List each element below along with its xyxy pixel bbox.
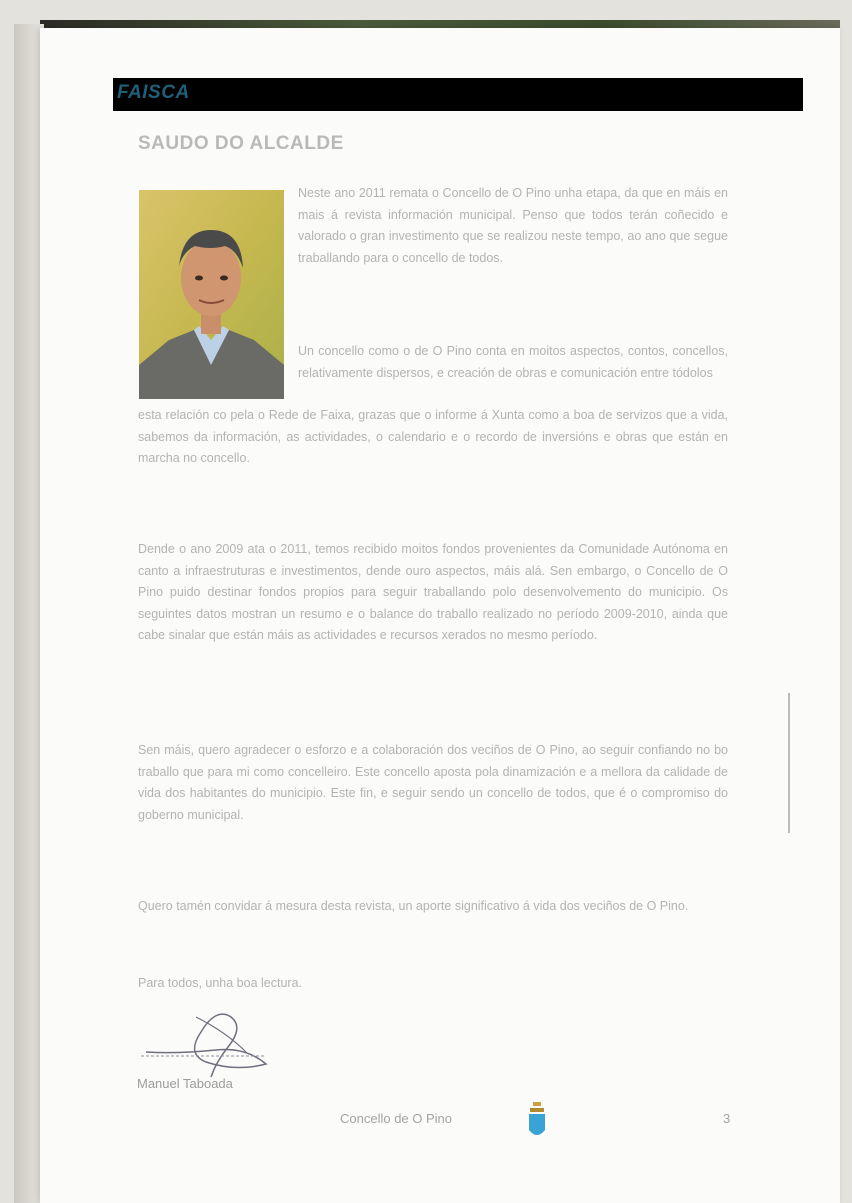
paragraph-2-top: Un concello como o de O Pino conta en moitos aspectos, contos, concellos, relativamente dispersos, e creación de obras e comunicación entre tódolos [298,344,728,380]
paragraph-3: Dende o ano 2009 ata o 2011, temos recibido moitos fondos provenientes da Comunidade Autónoma en canto a infraestruturas e investimentos, dende ouro aspectos, máis alá. Sen embargo, o Concello de O Pino puido destinar fondos propios para seguir traballando polo desenvolvemento do municipio. Os seguintes datos mostran un resumo e o balance do traballo realizado no período 2009-2010, ainda que cabe sinalar que están máis as actividades e recursos xerados no mesmo período. [138,542,728,642]
article-title: SAUDO DO ALCALDE [138,133,344,154]
page-edge-shadow [40,20,840,28]
page-number: 3 [723,1111,731,1126]
signer-name: Manuel Taboada [137,1076,233,1091]
mayor-photo [139,190,284,399]
section-header-bar [113,78,803,111]
coat-of-arms-icon [527,1102,547,1140]
intro-paragraph: Neste ano 2011 remata o Concello de O Pino unha etapa, da que en máis en mais á revista información municipal. Penso que todos terán coñecido e valorado o gran investimento que se realizou neste tempo, ao ano que segue traballando para o concello de todos. [298,186,728,265]
page-crease [788,693,790,833]
paragraph-5: Quero tamén convidar á mesura desta revista, un aporte significativo á vida dos veciños de O Pino. [138,899,689,913]
closing-line: Para todos, unha boa lectura. [138,976,303,990]
signature-mark [136,992,286,1082]
paragraph-2-bottom: esta relación co pela o Rede de Faixa, grazas que o informe á Xunta como a boa de servizos que a vida, sabemos da información, as actividades, o calendario e o recordo de inversións e obras que están en marcha no concello. [138,408,728,465]
document-page [40,28,840,1203]
section-label: FAISCA [117,82,190,103]
paragraph-4: Sen máis, quero agradecer o esforzo e a colaboración dos veciños de O Pino, ao seguir confiando no bo traballo que para mi como concelleiro. Este concello aposta pola dinamización e a mellora da calidade de vida dos habitantes do municipio. Este fin, e seguir sendo un concello de todos, que é o compromiso do goberno municipal. [138,743,728,822]
footer-publication: Concello de O Pino [340,1111,453,1126]
